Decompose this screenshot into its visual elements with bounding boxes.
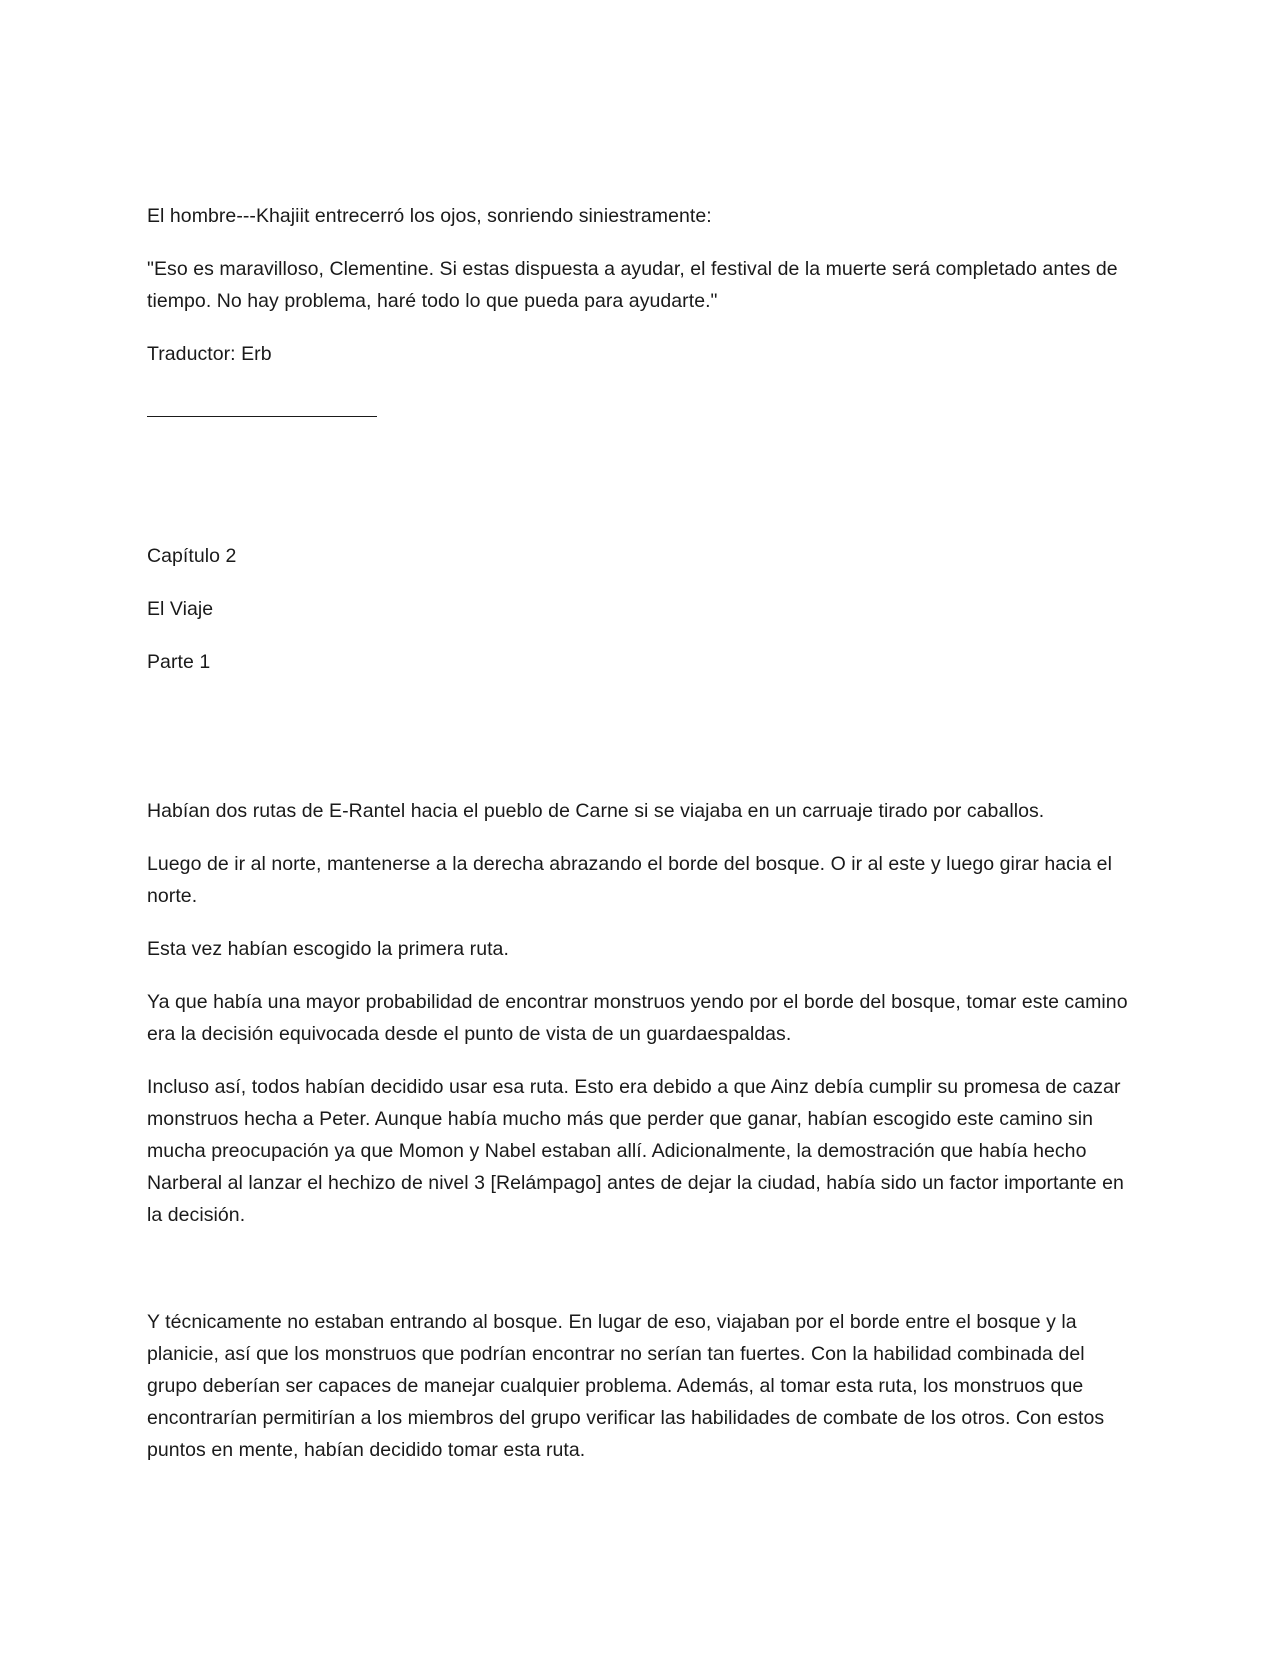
spacer	[147, 444, 1132, 540]
separator-line	[147, 416, 377, 417]
body-paragraph-4: Ya que había una mayor probabilidad de encontrar monstruos yendo por el borde del bosque, tomar este camino era la decisión equivocada desde el punto de vista de un guardaespaldas.	[147, 991, 1128, 1045]
opening-paragraph-2: "Eso es maravilloso, Clementine. Si estas dispuesta a ayudar, el festival de la muerte será completado antes de tiempo. No hay problema, haré todo lo que pueda para ayudarte."	[147, 258, 1118, 312]
chapter-part: Parte 1	[147, 651, 211, 673]
body-paragraph-3: Esta vez habían escogido la primera ruta.	[147, 938, 509, 960]
body-paragraph-5: Incluso así, todos habían decidido usar esa ruta. Esto era debido a que Ainz debía cumplir su promesa de cazar monstruos hecha a Peter. Aunque había mucho más que perder que ganar, habían escogido este camino sin mucha preocupación ya que Momon y Nabel estaban allí. Adicionalmente, la demostración que había hecho Narberal al lanzar el hechizo de nivel 3 [Relámpago] antes de dejar la ciudad, había sido un factor importante en la decisión.	[147, 1076, 1124, 1226]
body-paragraph-1: Habían dos rutas de E-Rantel hacia el pueblo de Carne si se viajaba en un carruaje tirado por caballos.	[147, 800, 1045, 822]
body-paragraph-2: Luego de ir al norte, mantenerse a la derecha abrazando el borde del bosque. O ir al este y luego girar hacia el norte.	[147, 853, 1112, 907]
document-content	[147, 200, 1132, 1487]
opening-paragraph-1: El hombre---Khajiit entrecerró los ojos, sonriendo siniestramente:	[147, 205, 712, 227]
spacer	[147, 699, 1132, 795]
body-paragraph-6: Y técnicamente no estaban entrando al bosque. En lugar de eso, viajaban por el borde entre el bosque y la planicie, así que los monstruos que podrían encontrar no serían tan fuertes. Con la habilidad combinada del grupo deberían ser capaces de manejar cualquier problema. Además, al tomar esta ruta, los monstruos que encontrarían permitirían a los miembros del grupo verificar las habilidades de combate de los otros. Con estos puntos en mente, habían decidido tomar esta ruta.	[147, 1311, 1105, 1461]
spacer	[147, 1252, 1132, 1306]
translator-credit: Traductor: Erb	[147, 343, 272, 365]
separator-rule	[147, 391, 1132, 423]
chapter-number: Capítulo 2	[147, 545, 237, 567]
chapter-title: El Viaje	[147, 598, 214, 620]
